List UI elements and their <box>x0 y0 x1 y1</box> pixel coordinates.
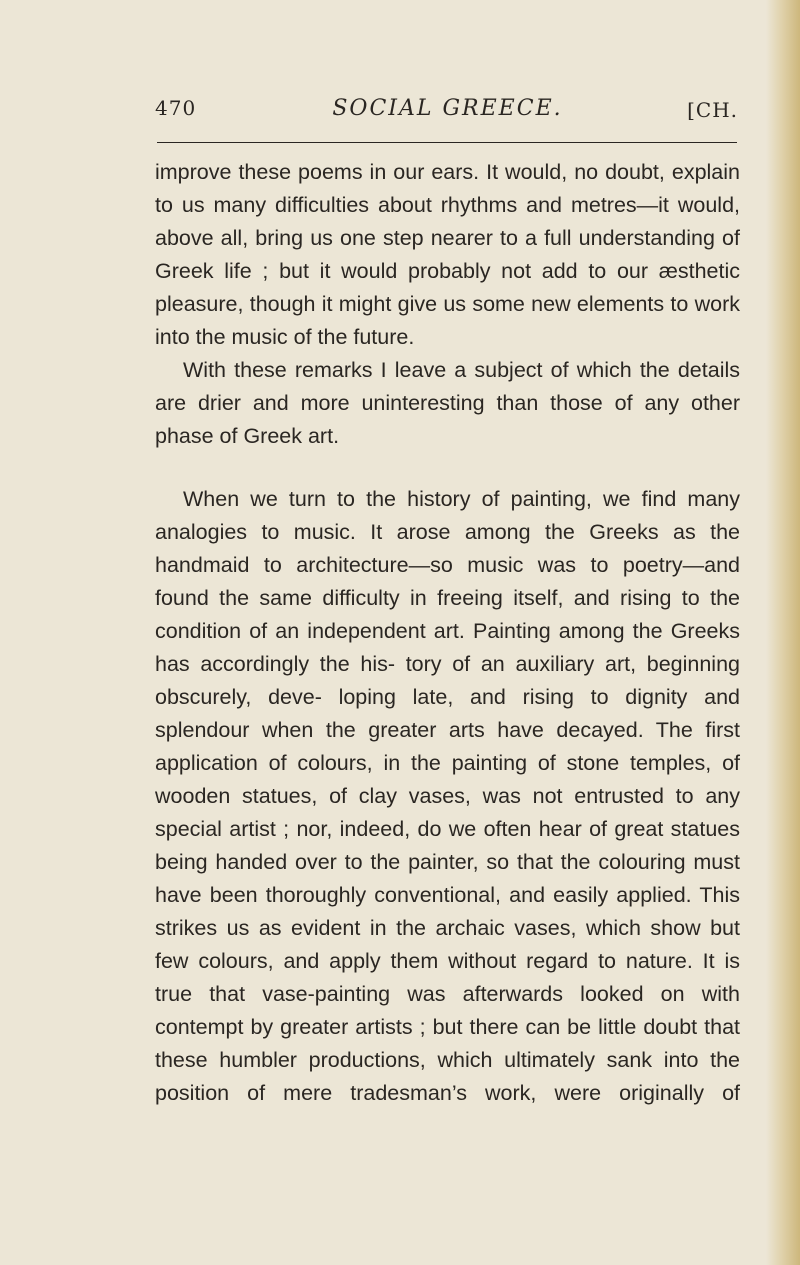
section-gap <box>155 453 740 483</box>
page-edge-shading <box>766 0 800 1265</box>
page-number: 470 <box>155 96 197 120</box>
paragraph-1: improve these poems in our ears. It would, no doubt, explain to us many difficulties about rhythms and metres—it would, above all, bring us one step nearer to a full understanding of Greek life ; but it would probably not add to our æsthetic pleasure, though it might give us some new elements to work into the music of the future. <box>155 160 740 349</box>
header-rule <box>157 142 737 143</box>
paragraph-2: With these remarks I leave a subject of which the details are drier and more uninteresting than those of any other phase of Greek art. <box>155 358 740 448</box>
running-header <box>155 96 740 142</box>
chapter-mark: [CH. <box>687 98 738 122</box>
paragraph-3: When we turn to the history of painting, we find many analogies to music. It arose among the Greeks as the handmaid to architecture—so music was to poetry—and found the same difficulty in freeing itself, and rising to the condition of an independent art. Painting among the Greeks has accordingly the his- tory of an auxiliary art, beginning obscurely, deve- loping late, and rising to dignity and splendour when the greater arts have decayed. The first application of colours, in the painting of stone temples, of wooden statues, of clay vases, was not entrusted to any special artist ; nor, indeed, do we often hear of great statues being handed over to the painter, so that the colouring must have been thoroughly conventional, and easily applied. This strikes us as evident in the archaic vases, which show but few colours, and apply them without regard to nature. It is true that vase-painting was afterwards looked on with contempt by greater artists ; but there can be little doubt that these humbler productions, which ultimately sank into the position of mere tradesman’s work, were originally of <box>155 487 740 1105</box>
book-page <box>155 96 740 1110</box>
running-title: SOCIAL GREECE. <box>332 96 563 121</box>
